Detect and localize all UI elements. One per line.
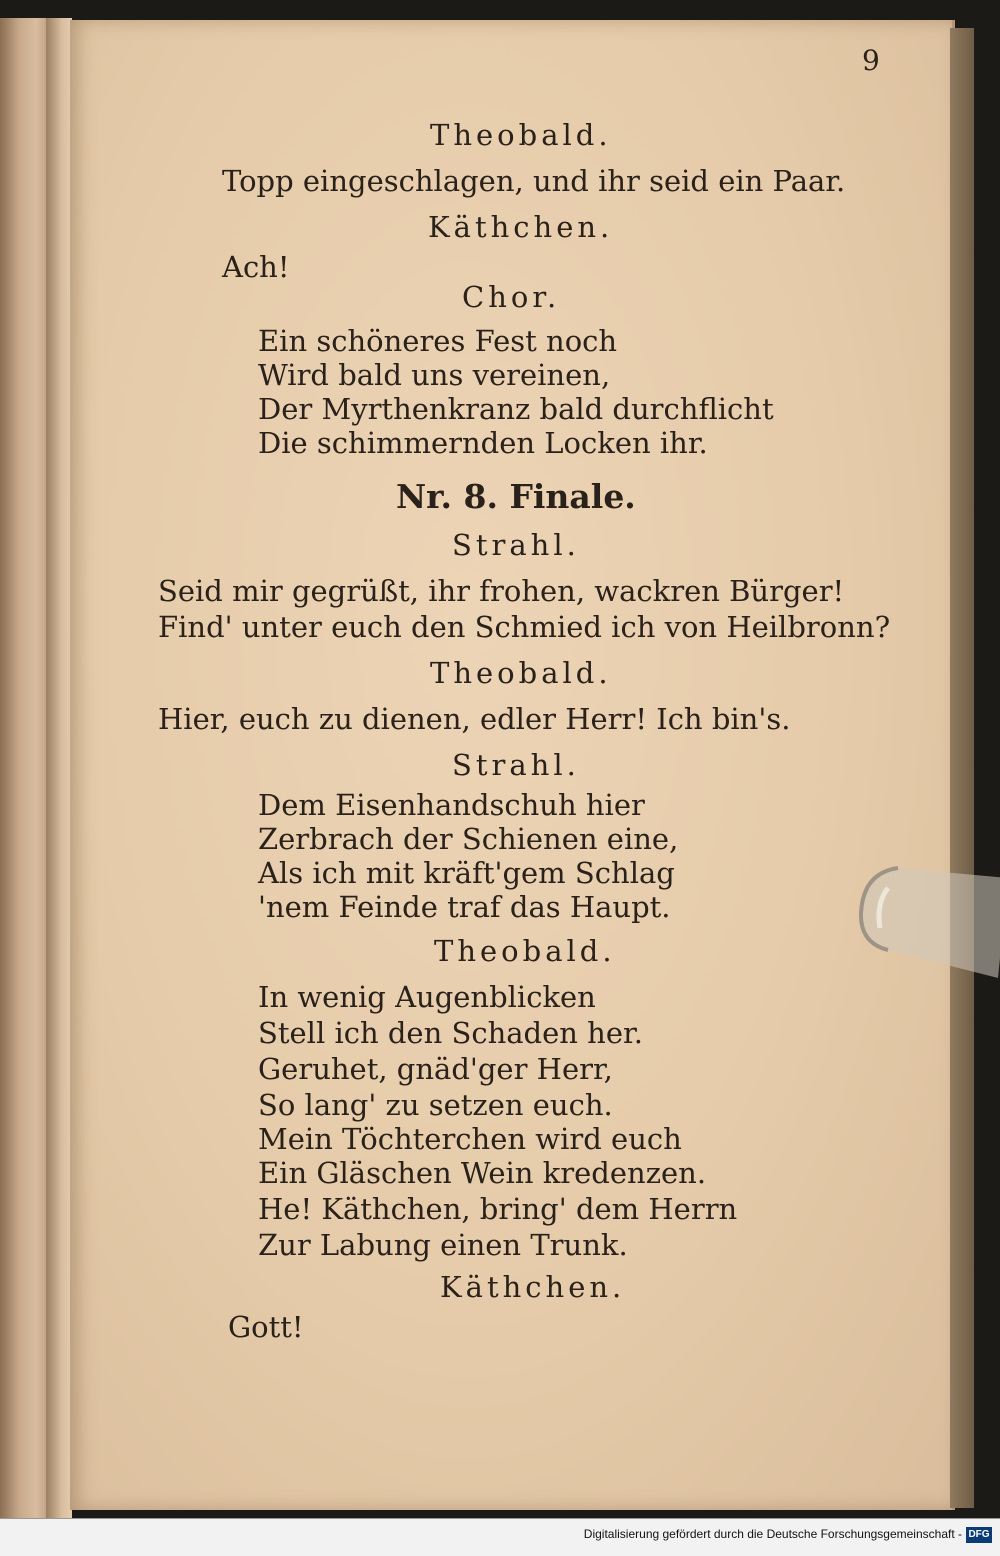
speaker-name: Theobald. bbox=[430, 118, 612, 152]
verse-line: In wenig Augenblicken bbox=[258, 980, 596, 1014]
verse-line: Find' unter euch den Schmied ich von Heilbronn? bbox=[158, 610, 891, 644]
glass-weight-clip bbox=[858, 858, 1000, 988]
speaker-name: Strahl. bbox=[452, 528, 580, 562]
digitization-credit: Digitalisierung gefördert durch die Deutsche Forschungsgemeinschaft - bbox=[583, 1527, 962, 1541]
speaker-name: Strahl. bbox=[452, 748, 580, 782]
verse-line: Stell ich den Schaden her. bbox=[258, 1016, 643, 1050]
verse-line: Mein Töchterchen wird euch bbox=[258, 1122, 682, 1156]
verse-line: Ach! bbox=[222, 250, 290, 284]
verse-line: Seid mir gegrüßt, ihr frohen, wackren Bürger! bbox=[158, 574, 845, 608]
book-gutter bbox=[46, 18, 72, 1518]
verse-line: Dem Eisenhandschuh hier bbox=[258, 788, 645, 822]
verse-line: Die schimmernden Locken ihr. bbox=[258, 426, 708, 460]
speaker-name: Theobald. bbox=[434, 934, 616, 968]
dfg-logo: DFG bbox=[966, 1527, 992, 1543]
speaker-name: Käthchen. bbox=[428, 210, 614, 244]
speaker-name: Theobald. bbox=[430, 656, 612, 690]
section-heading: Nr. 8. Finale. bbox=[396, 477, 636, 516]
speaker-name: Käthchen. bbox=[440, 1270, 626, 1304]
verse-line: Wird bald uns vereinen, bbox=[258, 358, 611, 392]
verse-line: Zerbrach der Schienen eine, bbox=[258, 822, 679, 856]
verse-line: Gott! bbox=[228, 1310, 304, 1344]
footer-bar bbox=[0, 1518, 1000, 1556]
verse-line: Ein schöneres Fest noch bbox=[258, 324, 618, 358]
verse-line: So lang' zu setzen euch. bbox=[258, 1088, 613, 1122]
verse-line: Geruhet, gnäd'ger Herr, bbox=[258, 1052, 613, 1086]
verse-line: Der Myrthenkranz bald durchflicht bbox=[258, 392, 774, 426]
verse-line: He! Käthchen, bring' dem Herrn bbox=[258, 1192, 738, 1226]
left-page-edge bbox=[0, 18, 50, 1518]
page-stack-edge bbox=[950, 28, 974, 1508]
verse-line: Als ich mit kräft'gem Schlag bbox=[258, 856, 675, 890]
verse-line: Hier, euch zu dienen, edler Herr! Ich bin's. bbox=[158, 702, 791, 736]
verse-line: Zur Labung einen Trunk. bbox=[258, 1228, 628, 1262]
verse-line: 'nem Feinde traf das Haupt. bbox=[258, 890, 671, 924]
verse-line: Topp eingeschlagen, und ihr seid ein Paar. bbox=[222, 164, 846, 198]
verse-line: Ein Gläschen Wein kredenzen. bbox=[258, 1156, 707, 1190]
page-number: 9 bbox=[862, 44, 880, 77]
speaker-name: Chor. bbox=[462, 280, 561, 314]
